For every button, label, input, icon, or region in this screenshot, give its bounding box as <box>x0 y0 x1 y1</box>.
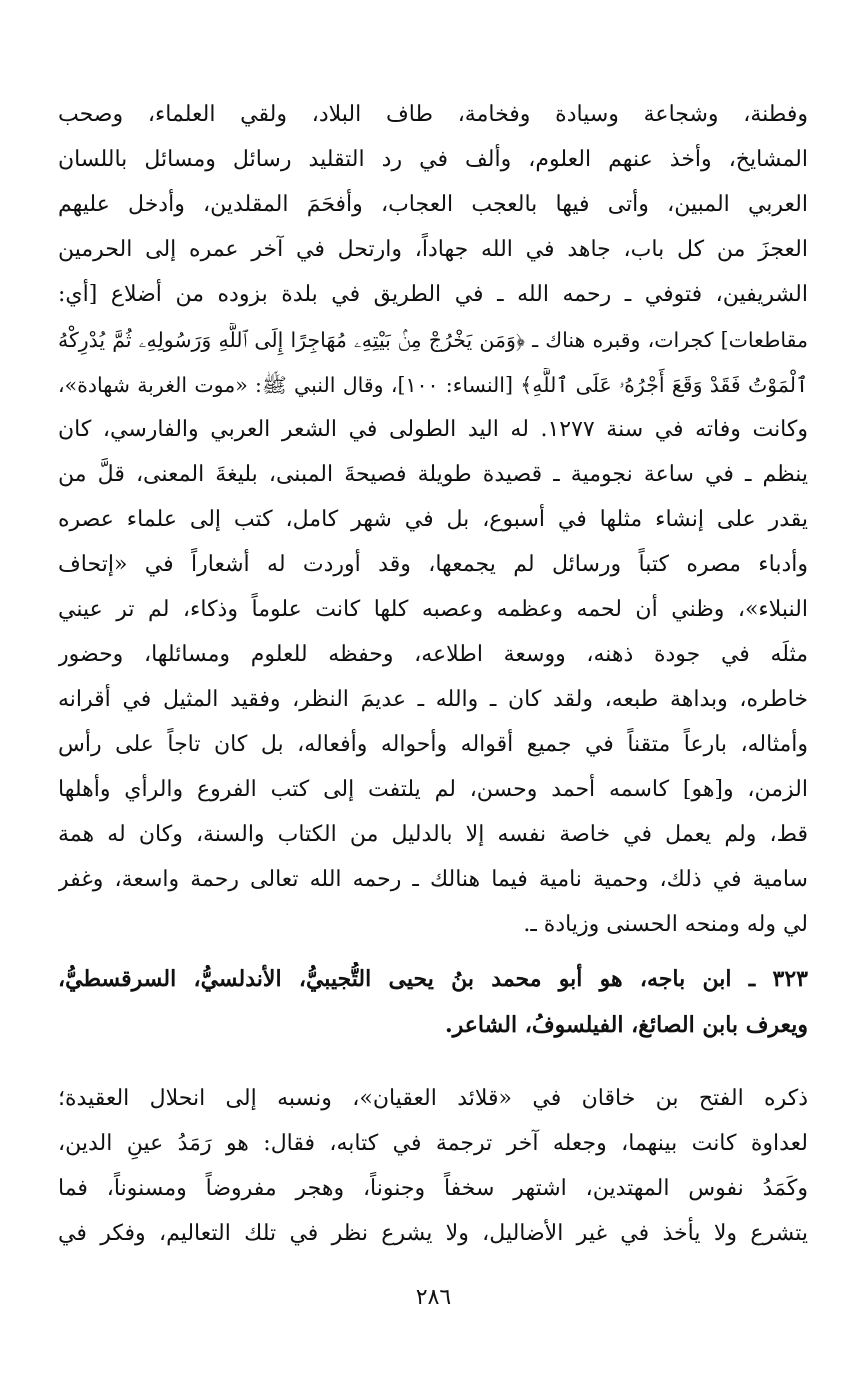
page-number: ٢٨٦ <box>415 1285 452 1310</box>
text-line: وفطنة، وشجاعة وسيادة وفخامة، طاف البلاد، ولقي العلماء، وصحب <box>58 102 808 127</box>
text-line: وكَمَدُ نفوس المهتدين، اشتهر سخفاً وجنوناً، وهجر مفروضاً ومسنوناً، فما <box>58 1176 808 1201</box>
text-line: العربي المبين، وأتى فيها بالعجب العجاب، وأفحَمَ المقلدين، وأدخل عليهم <box>58 192 808 217</box>
text-line: وكانت وفاته في سنة ١٢٧٧. له اليد الطولى في الشعر العربي والفارسي، كان <box>58 417 808 442</box>
text-line: ٱلْمَوْتُ فَقَدْ وَقَعَ أَجْرُهُۥ عَلَى ٱللَّهِ﴾ [النساء: ١٠٠]، وقال النبي ﷺ: «موت الغربة شهادة»، <box>58 373 808 397</box>
text-line: لي وله ومنحه الحسنى وزيادة ـ. <box>523 912 808 937</box>
text-line: المشايخ، وأخذ عنهم العلوم، وألف في رد التقليد رسائل ومسائل باللسان <box>58 147 808 172</box>
text-line: مثلَه في جودة ذهنه، ووسعة اطلاعه، وحفظه للعلوم ومسائلها، وحضور <box>58 642 808 667</box>
text-line: وأمثاله، بارعاً متقناً في جميع أقواله وأحواله وأفعاله، بل كان تاجاً على رأس <box>58 732 808 757</box>
text-line: سامية في ذلك، وحمية نامية فيما هنالك ـ رحمه الله تعالى رحمة واسعة، وغفر <box>58 867 808 892</box>
text-line: يقدر على إنشاء مثلها في أسبوع، بل في شهر كامل، كتب إلى علماء عصره <box>58 507 808 532</box>
text-line: الزمن، و[هو] كاسمه أحمد وحسن، لم يلتفت إلى كتب الفروع والرأي وأهلها <box>58 777 808 802</box>
text-line: وأدباء مصره كتباً ورسائل لم يجمعها، وقد أوردت له أشعاراً في «إتحاف <box>58 552 808 577</box>
text-line: العجزَ من كل باب، جاهد في الله جهاداً، وارتحل في آخر عمره إلى الحرمين <box>58 237 808 262</box>
text-line: ينظم ـ في ساعة نجومية ـ قصيدة طويلة فصيحةَ المبنى، بليغةَ المعنى، قلَّ من <box>58 462 808 487</box>
text-line: لعداوة كانت بينهما، وجعله آخر ترجمة في كتابه، فقال: هو رَمَدُ عينِ الدين، <box>58 1131 808 1156</box>
heading-line: ٣٢٣ ـ ابن باجه، هو أبو محمد بنُ يحيى التُّجيبيُّ، الأندلسيُّ، السرقسطيُّ، <box>58 966 808 992</box>
text-line: يتشرع ولا يأخذ في غير الأضاليل، ولا يشرع نظر في تلك التعاليم، وفكر في <box>58 1221 808 1246</box>
text-line: ذكره الفتح بن خاقان في «قلائد العقيان»، ونسبه إلى انحلال العقيدة؛ <box>58 1086 808 1111</box>
text-line: خاطره، وبداهة طبعه، ولقد كان ـ والله ـ عديمَ النظر، وفقيد المثيل في أقرانه <box>58 687 808 712</box>
text-line: النبلاء»، وظني أن لحمه وعظمه وعصبه كلها كانت علوماً وذكاء، لم تر عيني <box>58 597 808 622</box>
text-line: قط، ولم يعمل في خاصة نفسه إلا بالدليل من الكتاب والسنة، وكان له همة <box>58 822 808 847</box>
heading-line: ويعرف بابن الصائغ، الفيلسوفُ، الشاعر. <box>445 1012 808 1038</box>
text-line: مقاطعات] كجرات، وقبره هناك ـ ﴿وَمَن يَخْرُجْ مِنۢ بَيْتِهِۦ مُهَاجِرًا إِلَى ٱللَّهِ وَرَسُولِهِۦ ثُمَّ يُدْرِكْهُ <box>58 328 808 352</box>
text-line: الشريفين، فتوفي ـ رحمه الله ـ في الطريق في بلدة بزوده من أضلاع [أي: <box>58 282 808 307</box>
